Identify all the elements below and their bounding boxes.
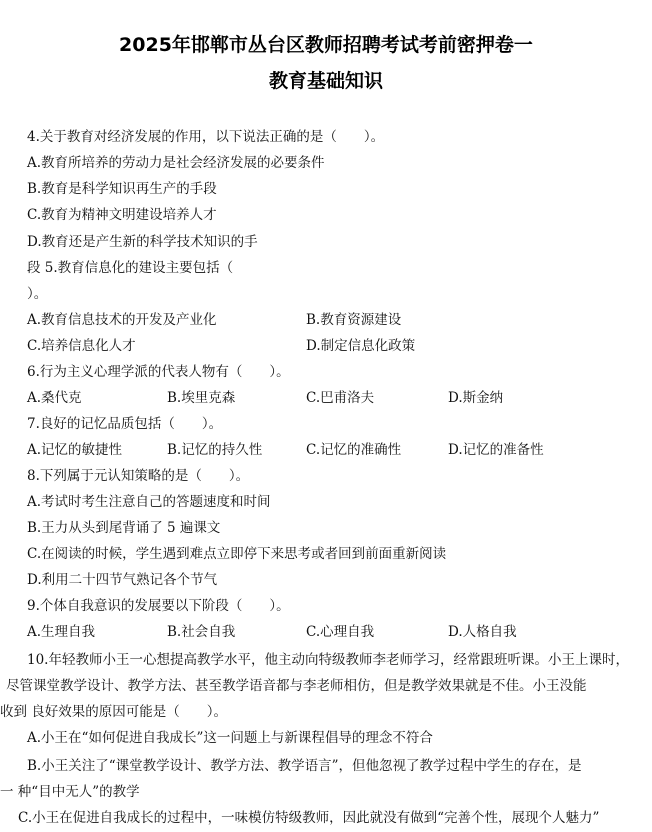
- question-4-option-c: C.教育为精神文明建设培养人才: [27, 207, 217, 223]
- question-9-option-b: B.社会自我: [167, 624, 236, 640]
- question-8-option-a: A.考试时考生注意自己的答题速度和时间: [27, 494, 271, 510]
- exam-subtitle: 教育基础知识: [268, 70, 383, 92]
- question-10-line-1: 10.年轻教师小王一心想提高教学水平，他主动向特级教师李老师学习，经常跟班听课。小王上课时，: [27, 652, 629, 668]
- question-7-option-a: A.记忆的敏捷性: [27, 442, 123, 458]
- question-9-option-d: D.人格自我: [448, 624, 517, 640]
- question-4-option-a: A.教育所培养的劳动力是社会经济发展的必要条件: [27, 155, 325, 171]
- question-8-option-b: B.王力从头到尾背诵了 5 遍课文: [27, 520, 221, 536]
- question-7-option-b: B.记忆的持久性: [167, 442, 263, 458]
- question-10-option-b-line-2: 一 种“目中无人”的教学: [0, 784, 140, 800]
- question-4-option-d: D.教育还是产生新的科学技术知识的手: [27, 234, 258, 250]
- exam-title: 2025年邯郸市丛台区教师招聘考试考前密押卷一: [119, 34, 533, 56]
- question-5-stem-end: ）。: [27, 286, 48, 302]
- question-9-stem: 9.个体自我意识的发展要以下阶段（ ）。: [27, 598, 290, 614]
- question-4-stem: 4.关于教育对经济发展的作用，以下说法正确的是（ ）。: [27, 129, 385, 145]
- question-9-option-c: C.心理自我: [306, 624, 375, 640]
- question-9-option-a: A.生理自我: [27, 624, 96, 640]
- question-5-option-b: B.教育资源建设: [306, 312, 402, 328]
- question-7-option-d: D.记忆的准备性: [448, 442, 544, 458]
- question-6-stem: 6.行为主义心理学派的代表人物有（ ）。: [27, 364, 290, 380]
- question-10-option-a: A.小王在“如何促进自我成长”这一问题上与新课程倡导的理念不符合: [27, 730, 433, 746]
- question-5-stem: 段 5.教育信息化的建设主要包括（: [27, 260, 234, 276]
- question-4-option-b: B.教育是科学知识再生产的手段: [27, 181, 217, 197]
- question-6-option-d: D.斯金纳: [448, 390, 504, 406]
- question-10-line-3: 收到 良好效果的原因可能是（ ）。: [0, 704, 228, 720]
- question-6-option-c: C.巴甫洛夫: [306, 390, 375, 406]
- question-8-option-c: C.在阅读的时候，学生遇到难点立即停下来思考或者回到前面重新阅读: [27, 546, 447, 562]
- question-10-line-2: 尽管课堂教学设计、教学方法、甚至教学语音都与李老师相仿，但是教学效果就是不佳。小王没能: [6, 678, 587, 694]
- question-6-option-a: A.桑代克: [27, 390, 82, 406]
- question-8-option-d: D.利用二十四节气熟记各个节气: [27, 572, 218, 588]
- question-8-stem: 8.下列属于元认知策略的是（ ）。: [27, 468, 250, 484]
- question-5-option-c: C.培养信息化人才: [27, 338, 136, 354]
- question-10-option-b-line-1: B.小王关注了“课堂教学设计、教学方法、教学语言”，但他忽视了教学过程中学生的存在，是: [27, 758, 582, 774]
- question-5-option-d: D.制定信息化政策: [306, 338, 416, 354]
- question-6-option-b: B.埃里克森: [167, 390, 236, 406]
- question-7-stem: 7.良好的记忆品质包括（ ）。: [27, 416, 223, 432]
- question-10-option-c: C.小王在促进自我成长的过程中，一味模仿特级教师，因此就没有做到“完善个性，展现个人魅力”: [18, 810, 600, 826]
- question-7-option-c: C.记忆的准确性: [306, 442, 402, 458]
- question-5-option-a: A.教育信息技术的开发及产业化: [27, 312, 217, 328]
